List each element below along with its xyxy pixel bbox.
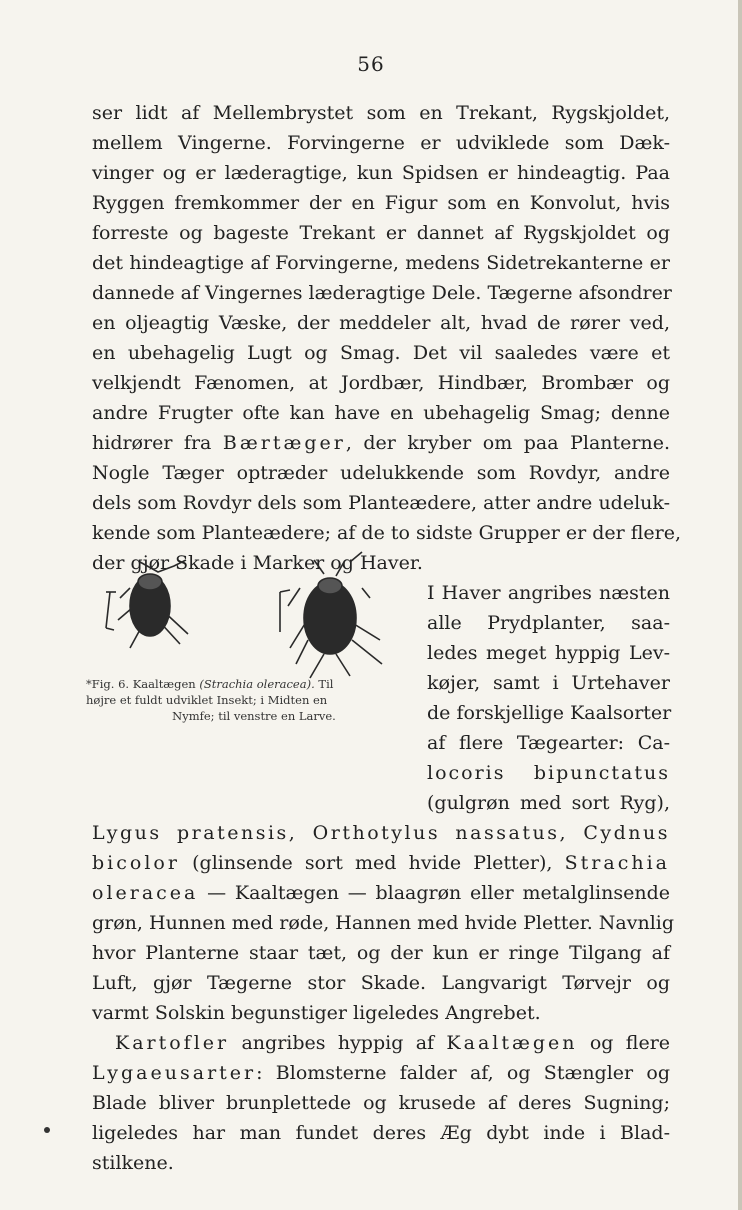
text-line: dels som Rovdyr dels som Planteædere, atter andre udeluk- — [92, 492, 670, 514]
text-line: ligeledes har man fundet deres Æg dybt inde i Blad- — [92, 1122, 670, 1144]
text-line: (gulgrøn med sort Ryg), — [427, 792, 670, 814]
species-name: oleracea — [92, 882, 199, 904]
text-line: Blade bliver brunplettede og krusede af deres Sugning; — [92, 1092, 670, 1114]
term-lygaeusarter: Lygaeusarter — [92, 1062, 257, 1084]
margin-dot — [44, 1127, 50, 1133]
text-line: andre Frugter ofte kan have en ubehagelig Smag; denne — [92, 402, 670, 424]
term-kaaltaegen: Kaaltægen — [446, 1032, 578, 1054]
text-line: Nogle Tæger optræder udelukkende som Rovdyr, andre — [92, 462, 670, 484]
text-line: af flere Tægearter: Ca- — [427, 732, 670, 754]
text-line: ledes meget hyppig Lev- — [427, 642, 670, 664]
text-fragment: : Blomsterne falder af, og Stængler og — [256, 1062, 670, 1084]
text-line: Ryggen fremkommer der en Figur som en Konvolut, hvis — [92, 192, 670, 214]
caption-text: Til — [318, 677, 334, 691]
text-line: forreste og bageste Trekant er dannet af Rygskjoldet og — [92, 222, 670, 244]
caption-line: Nymfe; til venstre en Larve. — [172, 709, 336, 723]
text-fragment: angribes hyppig af — [241, 1032, 435, 1054]
text-line: der gjør Skade i Marker og Haver. — [92, 552, 423, 574]
text-line — [92, 1060, 670, 1086]
text-line: mellem Vingerne. Forvingerne er udviklede som Dæk- — [92, 132, 670, 154]
caption-prefix: *Fig. 6. Kaaltægen — [86, 677, 196, 691]
adult-drawing — [280, 552, 382, 678]
text-line: de forskjellige Kaalsorter — [427, 702, 672, 724]
text-line: en oljeagtig Væske, der meddeler alt, hvad de rører ved, — [92, 312, 670, 334]
text-line: I Haver angribes næsten — [427, 582, 670, 604]
term-kartofler: Kartofler — [115, 1032, 230, 1054]
text-line: hvor Planterne staar tæt, og der kun er ringe Tilgang af — [92, 942, 670, 964]
text-fragment: (glinsende sort med hvide Pletter), — [192, 852, 553, 874]
text-line: kende som Planteædere; af de to sidste Grupper er der flere, — [92, 522, 682, 544]
text-line: ser lidt af Mellembrystet som en Trekant, Rygskjoldet, — [92, 102, 670, 124]
text-line: dannede af Vingernes læderagtige Dele. Tægerne afsondrer — [92, 282, 672, 304]
species-name: Strachia — [564, 852, 670, 874]
text-line: en ubehagelig Lugt og Smag. Det vil saaledes være et — [92, 342, 670, 364]
text-line: vinger og er læderagtige, kun Spidsen er hindeagtig. Paa — [92, 162, 670, 184]
term-baertaeger: Bærtæger — [222, 432, 346, 454]
caption-line: højre et fuldt udviklet Insekt; i Midten en — [86, 693, 328, 707]
species-name: bicolor — [92, 852, 180, 874]
text-fragment: , der kryber om paa Planterne. — [345, 432, 670, 454]
page-edge — [738, 0, 742, 1210]
text-line: varmt Solskin begunstiger ligeledes Angrebet. — [92, 1002, 541, 1024]
page-number: 56 — [357, 52, 385, 76]
text-fragment: — Kaaltægen — blaagrøn eller metalglinsende — [207, 882, 671, 904]
caption-species: (Strachia oleracea). — [199, 677, 315, 691]
text-line — [92, 430, 670, 456]
text-line: Luft, gjør Tægerne stor Skade. Langvarigt Tørvejr og — [92, 972, 670, 994]
insect-illustration — [100, 548, 420, 688]
text-line — [115, 1030, 670, 1056]
larva-drawing — [106, 560, 188, 648]
species-list: Lygus pratensis, Orthotylus nassatus, Cydnus — [92, 822, 670, 844]
species-name: locoris bipunctatus — [427, 762, 670, 784]
figure-insects — [100, 548, 420, 688]
text-line: køjer, samt i Urtehaver — [427, 672, 670, 694]
text-line: det hindeagtige af Forvingerne, medens Sidetrekanterne er — [92, 252, 670, 274]
text-line — [92, 880, 670, 906]
text-line: stilkene. — [92, 1152, 174, 1174]
text-fragment: og flere — [589, 1032, 671, 1054]
text-line: grøn, Hunnen med røde, Hannen med hvide Pletter. Navnlig — [92, 912, 675, 934]
caption-line — [86, 676, 422, 692]
text-line: alle Prydplanter, saa- — [427, 612, 670, 634]
text-fragment: hidrører fra — [92, 432, 212, 454]
text-line: velkjendt Fænomen, at Jordbær, Hindbær, Brombær og — [92, 372, 670, 394]
text-line — [92, 850, 670, 876]
figure-caption — [86, 676, 422, 724]
